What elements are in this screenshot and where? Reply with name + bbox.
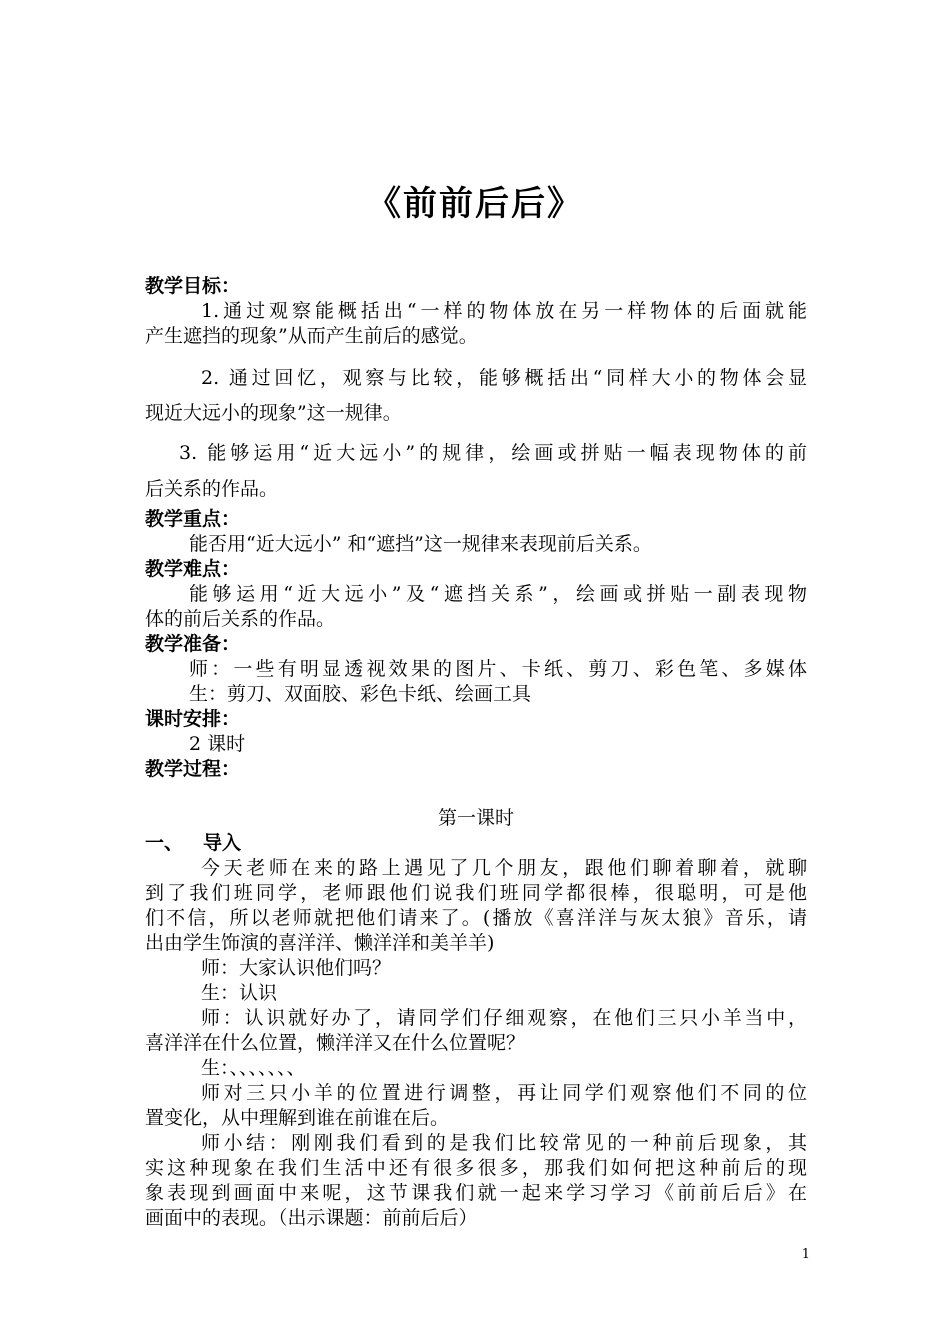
section-1-number: 一、: [145, 832, 184, 854]
document-title: 《前前后后》: [367, 184, 583, 224]
adjust-line-2: 置变化，从中理解到谁在前谁在后。: [145, 1107, 450, 1129]
dialogue-teacher-1: 师：大家认识他们吗？: [201, 957, 392, 979]
summary-line-4: 画面中的表现。（出示课题：前前后后）: [145, 1207, 478, 1229]
objectives-heading: 教学目标：: [145, 275, 241, 297]
difficulties-heading: 教学难点：: [145, 558, 241, 580]
dialogue-student-1: 生：认识: [201, 982, 278, 1004]
difficulties-line-2: 体的前后关系的作品。: [145, 608, 336, 630]
dialogue-teacher-2-line-2: 喜洋洋在什么位置，懒洋洋又在什么位置呢？: [145, 1032, 526, 1054]
objective-3-line-2: 后关系的作品。: [145, 478, 279, 500]
dialogue-student-2: 生：、、、、、、、: [201, 1057, 306, 1079]
preparation-student: 生：剪刀、双面胶、彩色卡纸、绘画工具: [189, 683, 532, 705]
summary-line-3: 象表现到画面中来呢，这节课我们就一起来学习学习《前前后后》在: [145, 1182, 807, 1204]
page-number: 1: [801, 1247, 810, 1262]
summary-line-1: 师小结：刚刚我们看到的是我们比较常见的一种前后现象，其: [201, 1132, 807, 1154]
schedule-text: 2 课时: [189, 733, 246, 755]
difficulties-line-1: 能够运用“近大远小”及“遮挡关系”，绘画或拼贴一副表现物: [189, 583, 807, 605]
preparation-heading: 教学准备：: [145, 633, 241, 655]
intro-line-4: 出由学生饰演的喜洋洋、懒洋洋和美羊羊): [145, 932, 495, 954]
lesson-title: 第一课时: [437, 807, 514, 829]
intro-line-1: 今天老师在来的路上遇见了几个朋友，跟他们聊着聊着，就聊: [201, 857, 807, 879]
process-heading: 教学过程：: [145, 758, 241, 780]
summary-line-2: 实这种现象在我们生活中还有很多很多，那我们如何把这种前后的现: [145, 1157, 807, 1179]
objective-2-line-2: 现近大远小的现象”这一规律。: [145, 402, 402, 424]
objective-2-line-1: 2. 通过回忆，观察与比较，能够概括出“同样大小的物体会显: [201, 367, 807, 389]
adjust-line-1: 师对三只小羊的位置进行调整，再让同学们观察他们不同的位: [201, 1082, 807, 1104]
section-1-title: 导入: [203, 832, 242, 854]
key-points-text: 能否用“近大远小” 和“遮挡”这一规律来表现前后关系。: [189, 533, 652, 555]
objective-3-line-1: 3. 能够运用“近大远小”的规律，绘画或拼贴一幅表现物体的前: [179, 442, 807, 464]
objective-1-line-2: 产生遮挡的现象”从而产生前后的感觉。: [145, 325, 478, 347]
intro-line-2: 到了我们班同学，老师跟他们说我们班同学都很棒，很聪明，可是他: [145, 882, 807, 904]
key-points-heading: 教学重点：: [145, 508, 241, 530]
dialogue-teacher-2-line-1: 师：认识就好办了，请同学们仔细观察，在他们三只小羊当中，: [201, 1007, 807, 1029]
objective-1-line-1: 1.通过观察能概括出“一样的物体放在另一样物体的后面就能: [201, 300, 807, 322]
intro-line-3: 们不信，所以老师就把他们请来了。(播放《喜洋洋与灰太狼》音乐，请: [145, 907, 807, 929]
section-1-heading: [145, 831, 807, 856]
document-body: [145, 274, 807, 1231]
schedule-heading: 课时安排：: [145, 708, 241, 730]
preparation-teacher: 师：一些有明显透视效果的图片、卡纸、剪刀、彩色笔、多媒体: [189, 658, 807, 680]
